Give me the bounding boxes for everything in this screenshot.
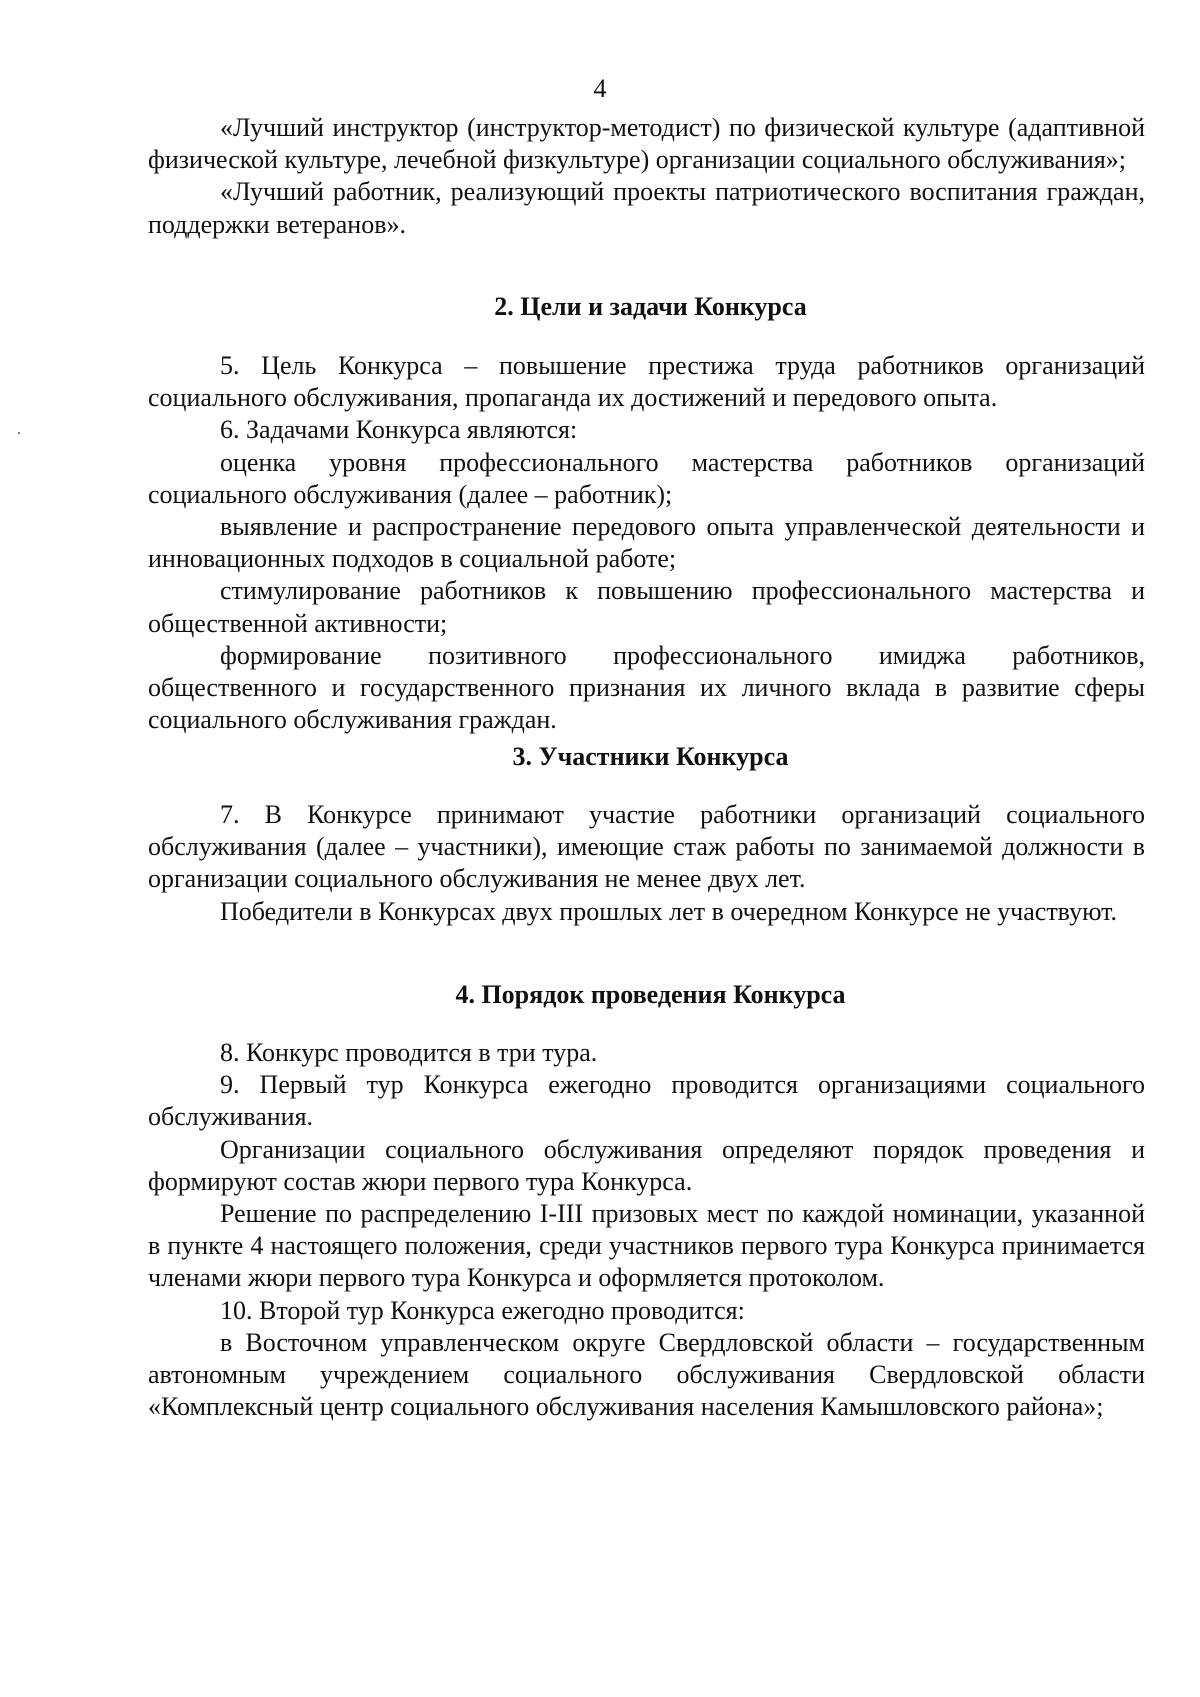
paragraph: 8. Конкурс проводится в три тура. xyxy=(220,1038,598,1067)
paragraph: стимулирование работников к повышению профессионального мастерства и общественной активности; xyxy=(148,576,1145,638)
section-participants-body xyxy=(148,799,1145,928)
section-heading-goals: 2. Цели и задачи Конкурса xyxy=(494,292,807,321)
paragraph: выявление и распространение передового опыта управленческой деятельности и инновационных подходов в социальной работе; xyxy=(148,512,1145,574)
scan-speck xyxy=(18,432,20,434)
paragraph: 6. Задачами Конкурса являются: xyxy=(220,415,578,445)
paragraph: формирование позитивного профессионального имиджа работников, общественного и государственного признания их личного вклада в развитие сферы социального обслуживания граждан. xyxy=(148,640,1145,735)
paragraph: «Лучший инструктор (инструктор-методист) по физической культуре (адаптивной физической культуре, лечебной физкультуре) организации социального обслуживания»; xyxy=(148,113,1145,175)
paragraph: 10. Второй тур Конкурса ежегодно проводится: xyxy=(220,1295,745,1325)
intro-block xyxy=(148,112,1145,241)
paragraph: Решение по распределению I-III призовых мест по каждой номинации, указанной в пункте 4 настоящего положения, среди участников первого тура Конкурса принимается членами жюри первого тура Конкурса и оформляется протоколом. xyxy=(148,1199,1145,1293)
paragraph: в Восточном управленческом округе Свердловской области – государственным автономным учреждением социального обслуживания Свердловской области «Комплексный центр социального обслуживания населения Камышловского района»; xyxy=(148,1327,1145,1422)
paragraph: оценка уровня профессионального мастерства работников организаций социального обслуживания (далее – работник); xyxy=(148,447,1145,509)
section-heading-procedure: 4. Порядок проведения Конкурса xyxy=(455,980,846,1009)
paragraph: 5. Цель Конкурса – повышение престижа труда работников организаций социального обслуживания, пропаганда их достижений и передового опыта. xyxy=(148,351,1145,413)
section-heading-participants: 3. Участники Конкурса xyxy=(512,742,789,771)
paragraph: 7. В Конкурсе принимают участие работники организаций социального обслуживания (далее – участники), имеющие стаж работы по занимаемой должности в организации социального обслуживания не менее двух лет. xyxy=(148,800,1145,894)
section-procedure-body xyxy=(148,1037,1145,1423)
paragraph: 9. Первый тур Конкурса ежегодно проводится организациями социального обслуживания. xyxy=(148,1070,1145,1132)
paragraph: «Лучший работник, реализующий проекты патриотического воспитания граждан, поддержки ветеранов». xyxy=(148,177,1145,239)
paragraph: Организации социального обслуживания определяют порядок проведения и формируют состав жюри первого тура Конкурса. xyxy=(148,1134,1145,1196)
page-number: 4 xyxy=(593,74,607,103)
paragraph: Победители в Конкурсах двух прошлых лет в очередном Конкурсе не участвуют. xyxy=(220,896,1118,926)
section-goals-body xyxy=(148,350,1145,736)
